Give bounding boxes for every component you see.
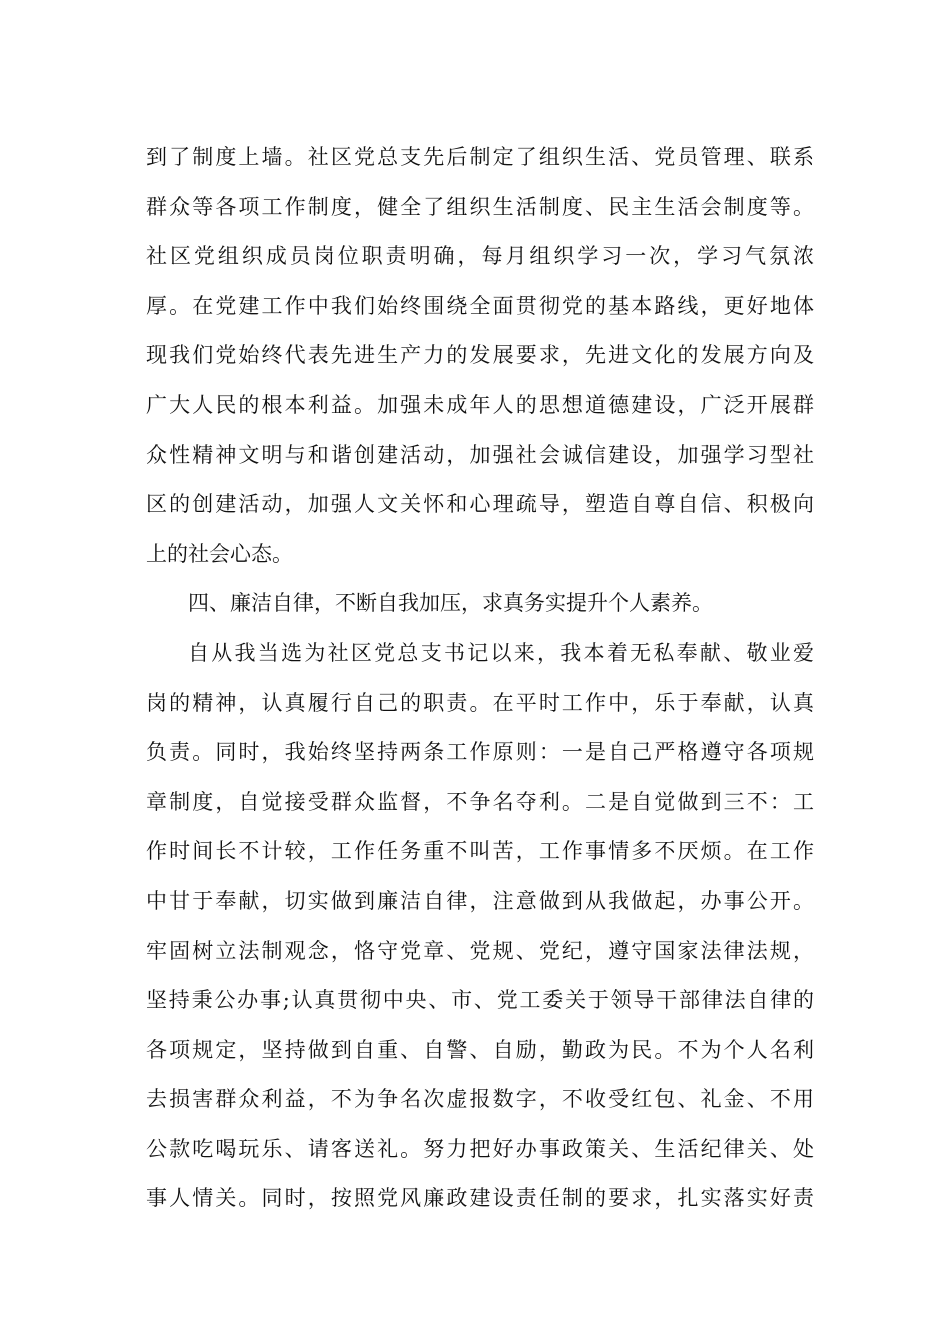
text-line: 公款吃喝玩乐、请客送礼。努力把好办事政策关、生活纪律关、处 (146, 1136, 814, 1161)
text-line: 牢固树立法制观念，恪守党章、党规、党纪，遵守国家法律法规， (146, 938, 814, 963)
text-line: 社区党组织成员岗位职责明确，每月组织学习一次，学习气氛浓 (146, 244, 814, 269)
text-line: 厚。在党建工作中我们始终围绕全面贯彻党的基本路线，更好地体 (146, 293, 814, 318)
text-line: 到了制度上墙。社区党总支先后制定了组织生活、党员管理、联系 (146, 145, 814, 169)
text-line: 章制度，自觉接受群众监督，不争名夺利。二是自觉做到三不：工 (146, 789, 814, 814)
text-line: 众性精神文明与和谐创建活动，加强社会诚信建设，加强学习型社 (146, 442, 814, 467)
text-line: 广大人民的根本利益。加强未成年人的思想道德建设，广泛开展群 (146, 392, 814, 417)
text-line: 自从我当选为社区党总支书记以来，我本着无私奉献、敬业爱 (188, 640, 814, 665)
text-line: 各项规定，坚持做到自重、自警、自励，勤政为民。不为个人名利 (146, 1037, 814, 1062)
text-line: 群众等各项工作制度，健全了组织生活制度、民主生活会制度等。 (146, 194, 814, 219)
text-line: 坚持秉公办事;认真贯彻中央、市、党工委关于领导干部律法自律的 (146, 988, 814, 1013)
text-line: 岗的精神，认真履行自己的职责。在平时工作中，乐于奉献，认真 (146, 690, 814, 715)
text-line: 区的创建活动，加强人文关怀和心理疏导，塑造自尊自信、积极向 (146, 492, 814, 517)
text-line: 事人情关。同时，按照党风廉政建设责任制的要求，扎实落实好责 (146, 1186, 814, 1211)
text-line: 中甘于奉献，切实做到廉洁自律，注意做到从我做起，办事公开。 (146, 888, 814, 913)
text-line: 去损害群众利益，不为争名次虚报数字，不收受红包、礼金、不用 (146, 1087, 814, 1112)
text-line: 负责。同时，我始终坚持两条工作原则：一是自己严格遵守各项规 (146, 740, 814, 765)
text-line: 作时间长不计较，工作任务重不叫苦，工作事情多不厌烦。在工作 (146, 839, 814, 864)
document-body (146, 133, 814, 1224)
section-heading: 四、廉洁自律，不断自我加压，求真务实提升个人素养。 (188, 591, 713, 616)
text-line: 现我们党始终代表先进生产力的发展要求，先进文化的发展方向及 (146, 343, 814, 368)
text-line: 上的社会心态。 (146, 541, 293, 566)
